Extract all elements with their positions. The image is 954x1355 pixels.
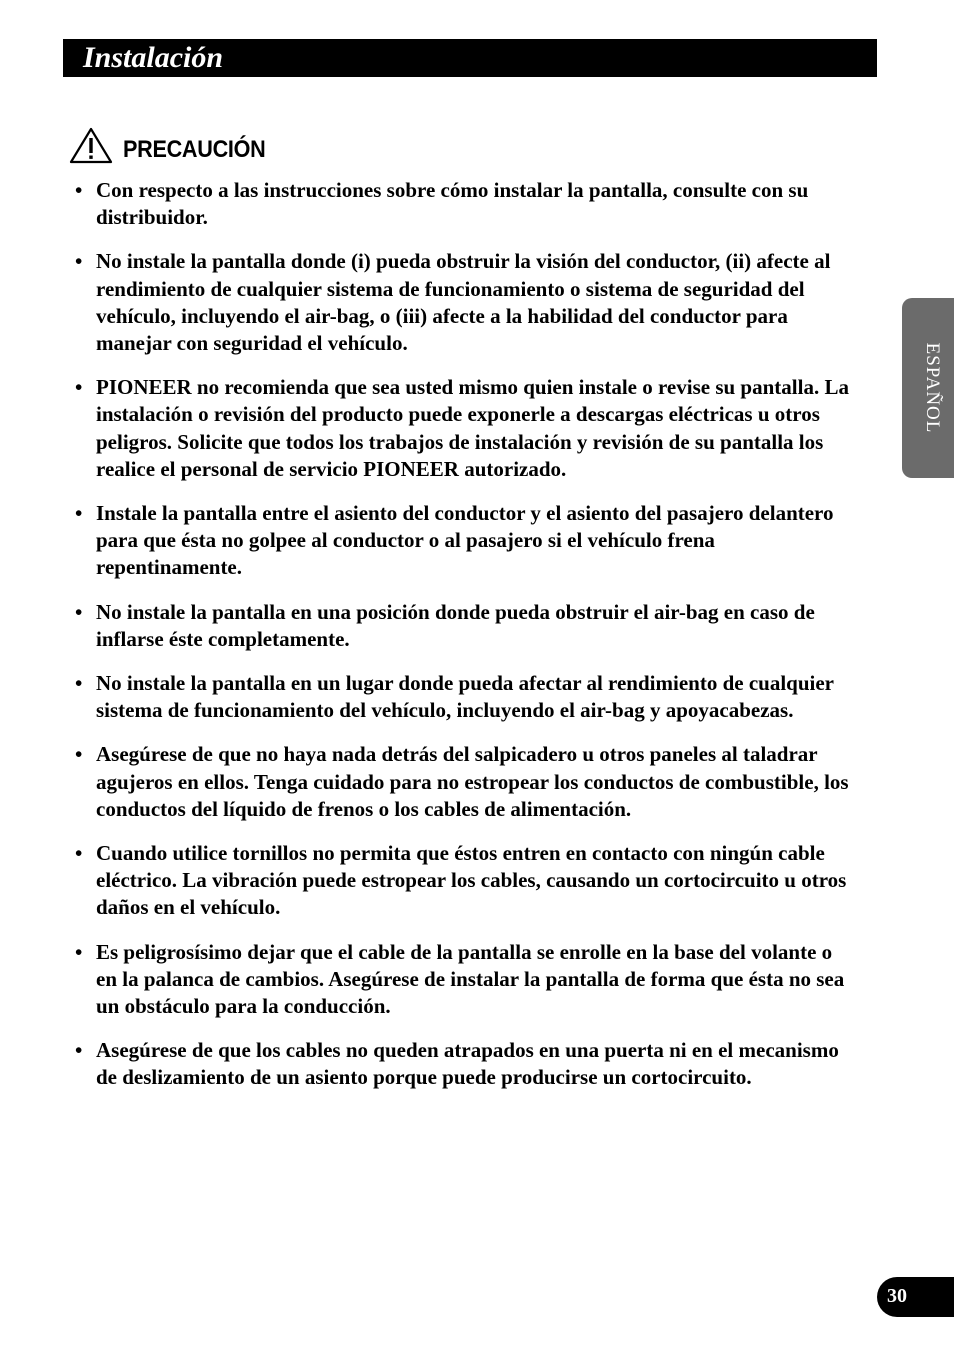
list-item: [75, 248, 855, 357]
bullet-icon: •: [75, 249, 83, 274]
bullet-icon: •: [75, 178, 83, 202]
bullet-icon: •: [75, 939, 83, 964]
list-item: [75, 939, 855, 1021]
bullet-icon: •: [75, 599, 83, 624]
warning-triangle-icon: [69, 127, 113, 165]
page-title: Instalación: [83, 41, 224, 74]
language-tab: [902, 298, 954, 478]
page-number: 30: [887, 1285, 907, 1307]
list-item-text: Instale la pantalla entre el asiento del conductor y el asiento del pasajero delantero para que ésta no golpee al conductor o al pasajero si el vehículo frena repentinamente.: [96, 501, 834, 580]
list-item-text: No instale la pantalla en un lugar donde pueda afectar al rendimiento de cualquier sistema de funcionamiento del vehículo, incluyendo el air-bag y apoyacabezas.: [96, 671, 834, 723]
list-item-text: Con respecto a las instrucciones sobre cómo instalar la pantalla, consulte con su distribuidor.: [96, 178, 809, 230]
bullet-icon: •: [75, 501, 83, 526]
list-item-text: Asegúrese de que los cables no queden atrapados en una puerta ni en el mecanismo de deslizamiento de un asiento porque puede producirse un cortocircuito.: [96, 1038, 839, 1090]
list-item: [75, 599, 855, 653]
list-item-text: Es peligrosísimo dejar que el cable de la pantalla se enrolle en la base del volante o en la palanca de cambios. Asegúrese de instalar la pantalla de forma que ésta no sea un obstáculo para la conducción.: [96, 939, 845, 1019]
list-item: [75, 840, 855, 922]
list-item-text: No instale la pantalla donde (i) pueda obstruir la visión del conductor, (ii) afecte al rendimiento de cualquier sistema de funcionamiento o sistema de seguridad del vehículo, incluyendo el air-bag, o (iii) afecte a la habilidad del conductor para manejar con seguridad el vehículo.: [96, 249, 831, 356]
bullet-icon: •: [75, 671, 83, 696]
bullet-icon: •: [75, 742, 83, 767]
list-item-text: No instale la pantalla en una posición donde pueda obstruir el air-bag en caso de inflarse éste completamente.: [96, 599, 815, 651]
list-item: [75, 500, 855, 582]
language-tab-label: ESPAÑOL: [922, 342, 943, 434]
page-number-tab: [877, 1277, 954, 1317]
section-title-bar: [63, 39, 877, 77]
list-item: [75, 374, 855, 483]
list-item-text: Cuando utilice tornillos no permita que éstos entren en contacto con ningún cable eléctrico. La vibración puede estropear los cables, causando un cortocircuito u otros daños en el vehículo.: [96, 841, 847, 920]
list-item-text: PIONEER no recomienda que sea usted mismo quien instale o revise su pantalla. La instalación o revisión del producto puede exponerle a descargas eléctricas u otros peligros. Solicite que todos los trabajos de instalación y revisión de su pantalla los realice el personal de servicio PIONEER autorizado.: [96, 375, 849, 481]
caution-title: PRECAUCIÓN: [123, 136, 266, 163]
caution-list: [75, 177, 855, 1109]
list-item-text: Asegúrese de que no haya nada detrás del salpicadero u otros paneles al taladrar agujeros en ellos. Tenga cuidado para no estropear los conductos de combustible, los conductos del líquido de frenos o los cables de alimentación.: [96, 742, 849, 821]
list-item: [75, 741, 855, 823]
bullet-icon: •: [75, 1038, 83, 1063]
bullet-icon: •: [75, 841, 83, 866]
list-item: [75, 1037, 855, 1091]
list-item: [75, 670, 855, 724]
caution-header: [69, 126, 281, 166]
list-item: [75, 177, 855, 231]
bullet-icon: •: [75, 375, 83, 400]
